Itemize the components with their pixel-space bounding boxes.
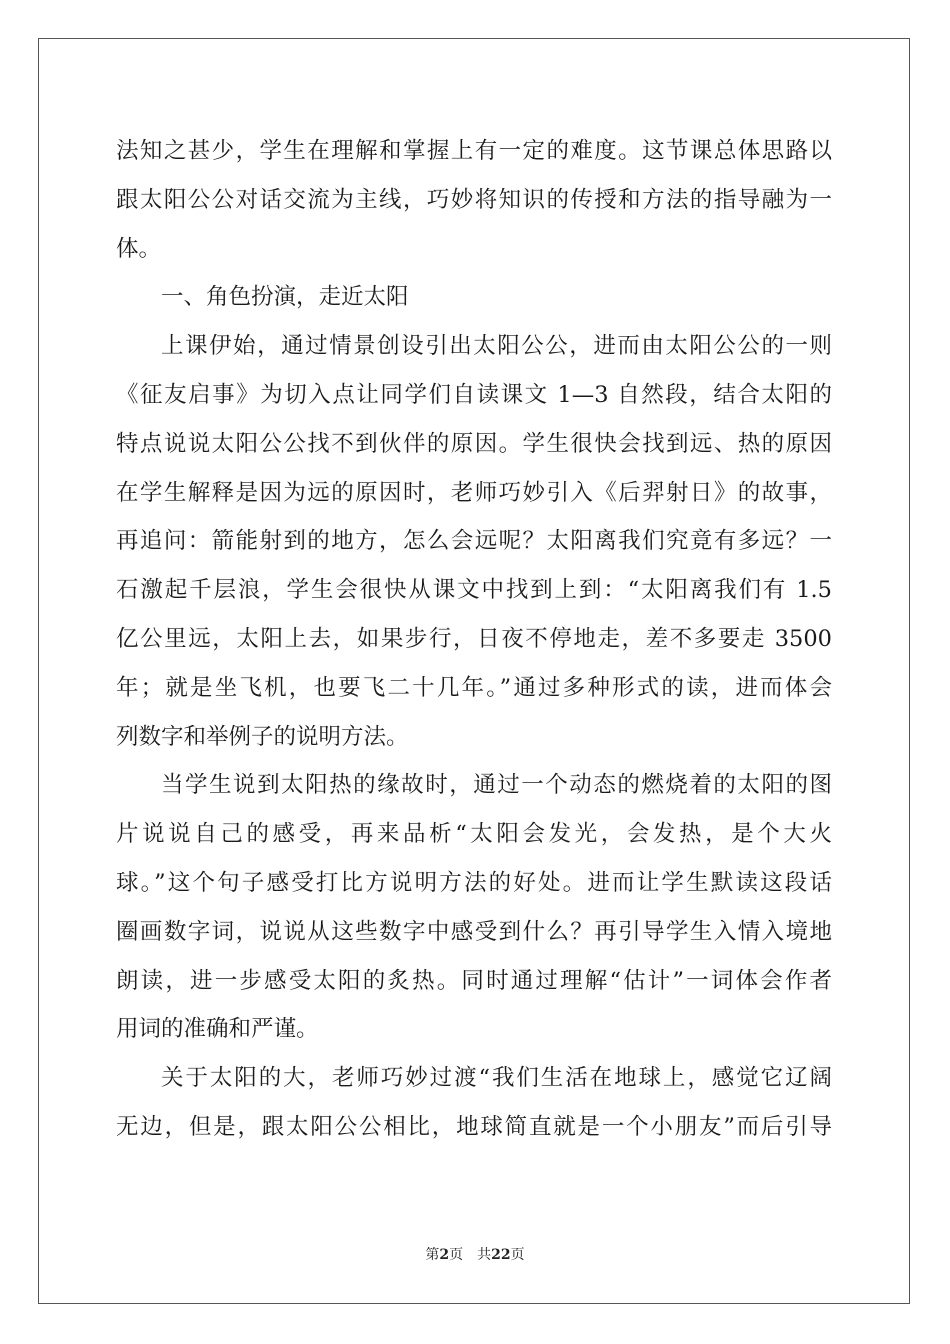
text-line: 《征友启事》为切入点让同学们自读课文 1—3 自然段，结合太阳的 [116,381,832,408]
text-line: 球。”这个句子感受打比方说明方法的好处。进而让学生默读这段话 [116,869,832,896]
text-line: 当学生说到太阳热的缘故时，通过一个动态的燃烧着的太阳的图 [161,772,832,799]
text-line: 上课伊始，通过情景创设引出太阳公公，进而由太阳公公的一则 [161,333,832,360]
text-line: 再追问：箭能射到的地方，怎么会远呢？太阳离我们究竟有多远？一 [116,528,832,555]
page-footer [0,1245,950,1265]
text-line: 圈画数字词，说说从这些数字中感受到什么？再引导学生入情入境地 [116,918,832,945]
document-body [116,127,832,1152]
text-line: 关于太阳的大，老师巧妙过渡“我们生活在地球上，感觉它辽阔 [161,1065,832,1092]
text-line: 列数字和举例子的说明方法。 [116,723,409,750]
text-line: 法知之甚少，学生在理解和掌握上有一定的难度。这节课总体思路以 [116,138,832,164]
text-line: 特点说说太阳公公找不到伙伴的原因。学生很快会找到远、热的原因 [116,430,832,457]
text-line: 体。 [116,235,162,262]
text-line: 一、角色扮演，走近太阳 [161,284,409,311]
text-line: 石激起千层浪，学生会很快从课文中找到上到：“太阳离我们有 1.5 [116,577,832,604]
text-line: 年；就是坐飞机，也要飞二十几年。”通过多种形式的读，进而体会 [116,674,832,701]
text-line: 跟太阳公公对话交流为主线，巧妙将知识的传授和方法的指导融为一 [116,186,832,213]
text-line: 片说说自己的感受，再来品析“太阳会发光，会发热，是个大火 [116,821,832,848]
total-label-prefix: 共 [477,1247,492,1263]
page-label-prefix: 第 [425,1247,440,1263]
total-label-suffix: 页 [510,1247,525,1263]
text-line: 朗读，进一步感受太阳的炙热。同时通过理解“估计”一词体会作者 [116,967,832,994]
page-number: 2 [439,1247,450,1263]
text-line: 用词的准确和严谨。 [116,1016,319,1043]
total-pages: 22 [491,1247,511,1263]
text-line: 亿公里远，太阳上去，如果步行，日夜不停地走，差不多要走 3500 [116,625,832,652]
text-line: 在学生解释是因为远的原因时，老师巧妙引入《后羿射日》的故事， [116,479,832,506]
page-label-suffix: 页 [449,1247,464,1263]
text-line: 无边，但是，跟太阳公公相比，地球简直就是一个小朋友”而后引导 [116,1113,832,1140]
